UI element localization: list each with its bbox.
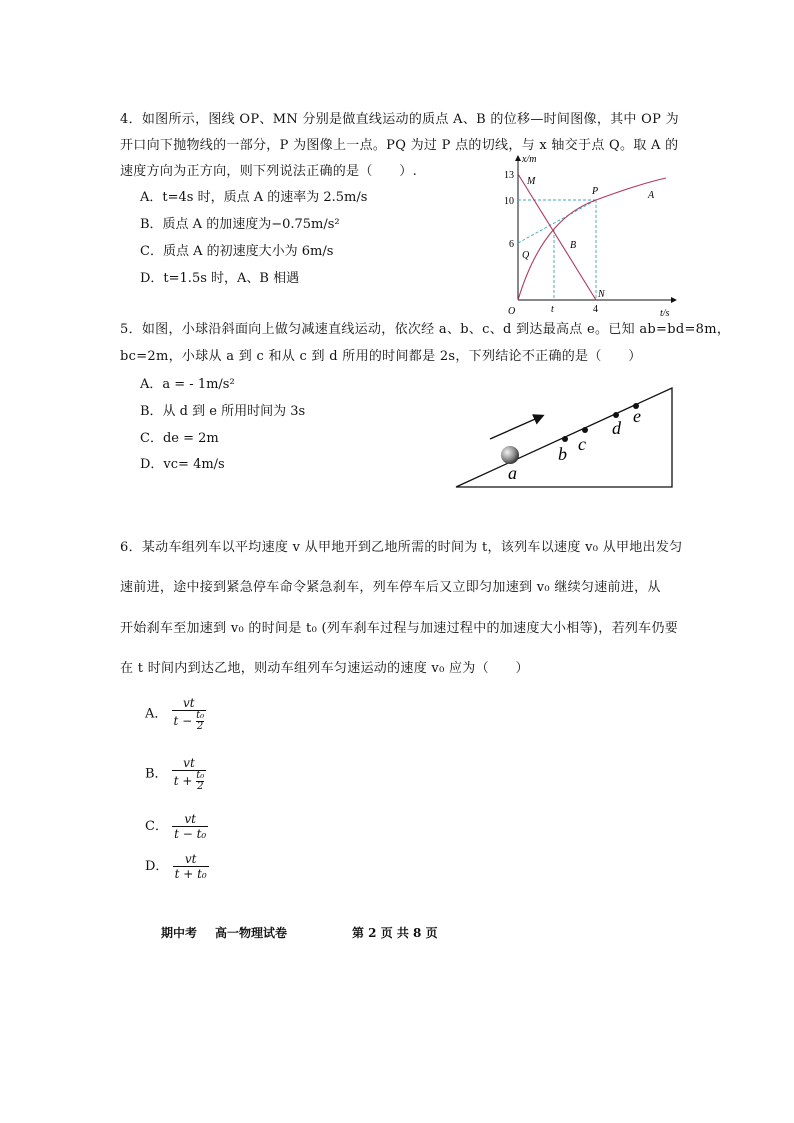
q4-option-a: A．t=4s 时，质点 A 的速率为 2.5m/s	[140, 190, 368, 205]
line-b-label: B	[570, 240, 577, 251]
q6-stem-line3: 开始刹车至加速到 v₀ 的时间是 t₀ (列车刹车过程与加速过程中的加速度大小相等)，若列车仍要	[120, 621, 679, 636]
q6-option-b-label: B．	[145, 766, 168, 782]
q4-option-b: B．质点 A 的加速度为−0.75m/s²	[140, 217, 340, 232]
q6-option-d-label: D．	[145, 859, 169, 874]
q6-stem-line1: 6．某动车组列车以平均速度 v 从甲地开到乙地所需的时间为 t，该列车以速度 v₀ 从甲地出发匀	[120, 540, 683, 555]
point-n-label: N	[598, 289, 605, 300]
q6-option-b-fraction: vt t + $\frac{\text{t₀}}{2}$	[173, 756, 205, 792]
q6-stem-line4: 在 t 时间内到达乙地，则动车组列车匀速运动的速度 v₀ 应为（ ）	[120, 661, 529, 676]
q4-xt-graph	[498, 152, 684, 320]
q5-option-b: B．从 d 到 e 所用时间为 3s	[140, 404, 306, 419]
tick-t: t	[551, 304, 554, 315]
q6-stem-line2: 速前进，途中接到紧急停车命令紧急刹车，列车停车后又立即匀加速到 v₀ 继续匀速前进，从	[120, 580, 661, 595]
motion-arrow	[490, 416, 542, 439]
point-b-dot	[562, 436, 568, 442]
q5-incline-figure	[450, 382, 680, 494]
x-axis-label: t/s	[660, 308, 670, 319]
line-mn	[518, 174, 599, 300]
tick-10: 10	[504, 196, 514, 207]
label-d: d	[612, 418, 621, 438]
label-e: e	[633, 406, 641, 426]
point-c-dot	[582, 427, 588, 433]
y-axis-label: x/m	[522, 154, 537, 165]
q6-option-b	[145, 756, 206, 792]
q4-stem-line1: 4．如图所示，图线 OP、MN 分别是做直线运动的质点 A、B 的位移—时间图像，其中 OP 为	[120, 112, 679, 127]
q6-option-c-fraction: $\frac{vt}{\text{t − t₀}}$	[174, 812, 207, 841]
tick-13: 13	[504, 170, 514, 181]
point-m-label: M	[527, 176, 536, 187]
q4-option-c: C．质点 A 的初速度大小为 6m/s	[140, 244, 334, 259]
q4-stem-line2: 开口向下抛物线的一部分，P 为图像上一点。PQ 为过 P 点的切线，与 x 轴交于点 Q。取 A 的	[120, 138, 679, 153]
q5-stem-line1: 5．如图，小球沿斜面向上做匀减速直线运动，依次经 a、b、c、d 到达最高点 e。已知 ab=bd=8m，	[120, 322, 731, 337]
label-b: b	[558, 444, 567, 464]
q5-stem-line2: bc=2m，小球从 a 到 c 和从 c 到 d 所用的时间都是 2s，下列结论不正确的是（ ）	[120, 349, 642, 364]
tick-6: 6	[509, 239, 514, 250]
q6-option-a-label: A．	[145, 706, 168, 722]
q5-option-c: C．de = 2m	[140, 431, 219, 446]
ball	[501, 446, 519, 464]
q6-option-c	[145, 812, 208, 841]
point-q-label: Q	[522, 250, 530, 261]
label-a: a	[508, 463, 517, 483]
curve-a-label: A	[648, 190, 655, 201]
footer-exam: 期中考	[161, 926, 198, 940]
tick-4: 4	[593, 304, 598, 315]
q6-option-d-fraction: $\frac{vt}{\text{t + t₀}}$	[174, 852, 207, 881]
label-c: c	[578, 434, 586, 454]
q4-option-d: D．t=1.5s 时，A、B 相遇	[140, 271, 300, 286]
q5-option-a: A．a = - 1m/s²	[140, 377, 235, 392]
footer-page: 第 2 页 共 8 页	[352, 926, 438, 940]
q4-stem-line3: 速度方向为正方向，则下列说法正确的是（ ）.	[120, 164, 418, 179]
footer-subject: 高一物理试卷	[215, 926, 288, 940]
q6-option-a-fraction: vt t − $\frac{\text{t₀}}{2}$	[173, 696, 205, 732]
point-p-label: P	[592, 186, 599, 197]
origin-label: O	[508, 306, 516, 317]
q6-option-a	[145, 696, 206, 732]
q6-option-d	[145, 852, 209, 881]
q5-option-d: D．vc= 4m/s	[140, 457, 225, 472]
q6-option-c-label: C．	[145, 819, 168, 834]
